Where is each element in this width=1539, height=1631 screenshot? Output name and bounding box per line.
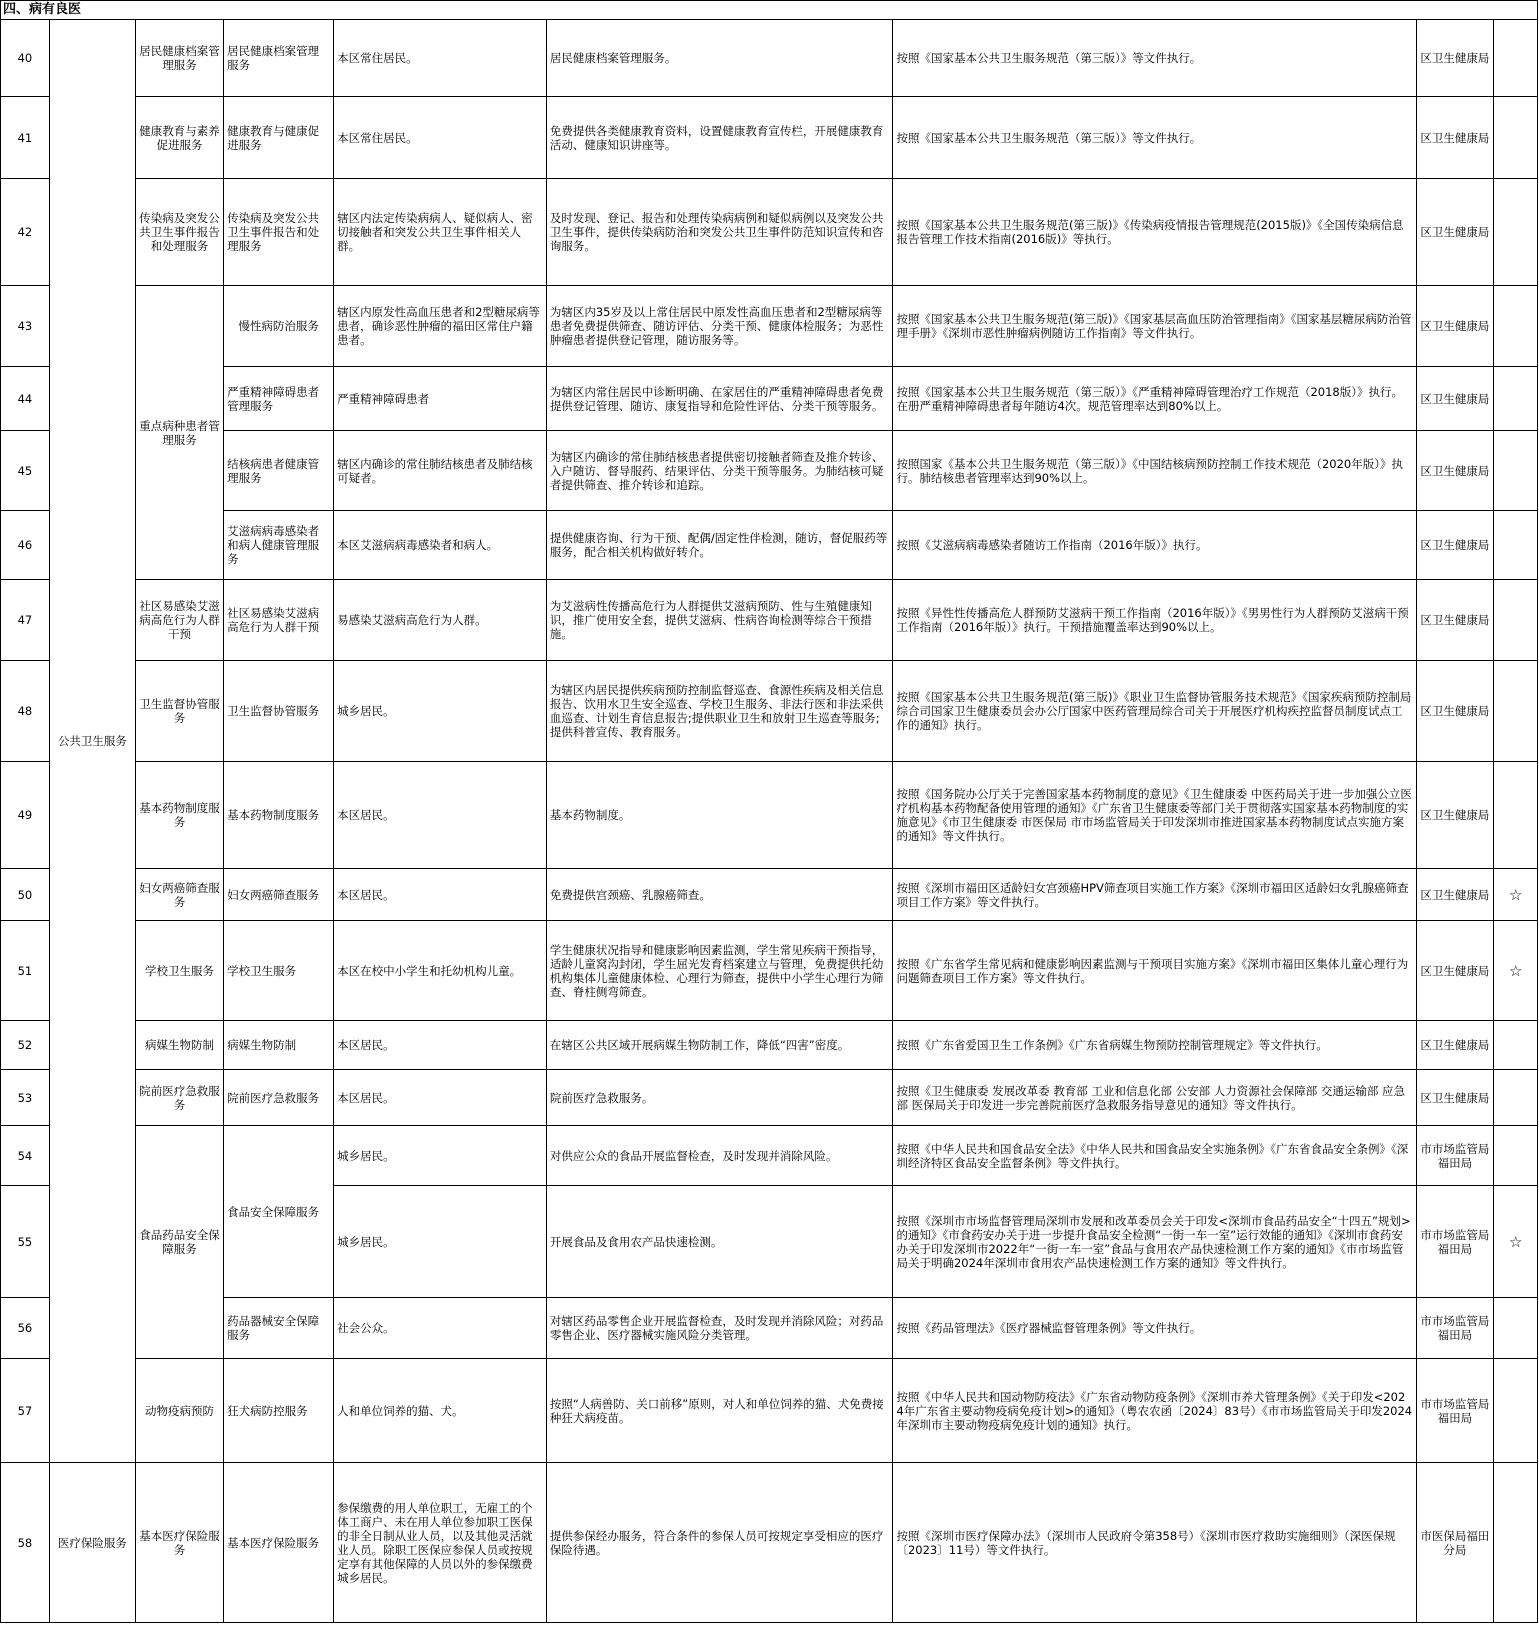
service-item: 食品药品安全保障服务: [135, 1126, 223, 1359]
service-target: 本区居民。: [334, 1021, 547, 1070]
sub-item: 社区易感染艾滋病高危行为人群干预: [224, 580, 334, 661]
star-mark: [1494, 762, 1538, 869]
service-standard: 按照《国家基本公共卫生服务规范(第三版)》《职业卫生监督协管服务技术规范》《国家疾病预防控制局综合司国家卫生健康委员会办公厅国家中医药管理局综合司关于开展医疗机构疾控监督员制度试点工作的通知》执行。: [893, 661, 1416, 762]
row-number: 57: [1, 1359, 50, 1463]
responsible-dept: 区卫生健康局: [1416, 286, 1494, 367]
star-mark: [1494, 511, 1538, 580]
service-target: 辖区内法定传染病病人、疑似病人、密切接触者和突发公共卫生事件相关人群。: [334, 179, 547, 286]
sub-item: 基本药物制度服务: [224, 762, 334, 869]
service-content: 提供参保经办服务，符合条件的参保人员可按规定享受相应的医疗保险待遇。: [546, 1463, 893, 1623]
service-target: 城乡居民。: [334, 1126, 547, 1186]
sub-item: 病媒生物防制: [224, 1021, 334, 1070]
star-mark: [1494, 1021, 1538, 1070]
service-standard: 按照国家《基本公共卫生服务规范（第三版）》《中国结核病预防控制工作技术规范（2020年版）》执行。肺结核患者管理率达到90%以上。: [893, 431, 1416, 511]
sub-item: 艾滋病病毒感染者和病人健康管理服务: [224, 511, 334, 580]
service-standard: 按照《深圳市市场监督管理局深圳市发展和改革委员会关于印发<深圳市食品药品安全“十四五”规划>的通知》《市食药安办关于进一步提升食品安全检测“一街一车一室”运行效能的通知》《深圳市食药安办关于印发深圳市2022年“一街一车一室”食品与食用农产品快速检测工作方案的通知》《市市场监管局关于明确2024年深圳市食用农产品快速检测工作方案的通知》等文件执行。: [893, 1186, 1416, 1298]
star-mark: [1494, 661, 1538, 762]
service-target: 辖区内确诊的常住肺结核患者及肺结核可疑者。: [334, 431, 547, 511]
row-number: 43: [1, 286, 50, 367]
service-target: 城乡居民。: [334, 661, 547, 762]
sub-item: 卫生监督协管服务: [224, 661, 334, 762]
service-content: 及时发现、登记、报告和处理传染病病例和疑似病例以及突发公共卫生事件，提供传染病防治和突发公共卫生事件防范知识宣传和咨询服务。: [546, 179, 893, 286]
table-row: [1, 1021, 1538, 1070]
service-target: 本区居民。: [334, 1070, 547, 1126]
service-standard: 按照《异性性传播高危人群预防艾滋病干预工作指南（2016年版）》《男男性行为人群预防艾滋病干预工作指南（2016年版）》执行。干预措施覆盖率达到90%以上。: [893, 580, 1416, 661]
responsible-dept: 区卫生健康局: [1416, 869, 1494, 921]
star-mark: [1494, 1070, 1538, 1126]
row-number: 40: [1, 20, 50, 97]
sub-item: 居民健康档案管理服务: [224, 20, 334, 97]
table-row: [1, 762, 1538, 869]
service-content: 为辖区内确诊的常住肺结核患者提供密切接触者筛查及推介转诊、入户随访、督导服药、结果评估、分类干预等服务。为肺结核可疑者提供筛查、推介转诊和追踪。: [546, 431, 893, 511]
responsible-dept: 区卫生健康局: [1416, 367, 1494, 431]
table-row: [1, 1070, 1538, 1126]
service-content: 为艾滋病性传播高危行为人群提供艾滋病预防、性与生殖健康知识，推广使用安全套，提供艾滋病、性病咨询检测等综合干预措施。: [546, 580, 893, 661]
table-row: [1, 511, 1538, 580]
category-cell: 医疗保险服务: [49, 1463, 135, 1623]
service-target: 参保缴费的用人单位职工，无雇工的个体工商户、未在用人单位参加职工医保的非全日制从业人员，以及其他灵活就业人员。除职工医保应参保人员或按规定享有其他保障的人员以外的参保缴费城乡居民。: [334, 1463, 547, 1623]
table-row: [1, 97, 1538, 179]
service-item: 病媒生物防制: [135, 1021, 223, 1070]
service-standard: 按照《艾滋病病毒感染者随访工作指南（2016年版）》执行。: [893, 511, 1416, 580]
star-mark: [1494, 1359, 1538, 1463]
service-standard: 按照《国务院办公厅关于完善国家基本药物制度的意见》《卫生健康委 中医药局关于进一步加强公立医疗机构基本药物配备使用管理的通知》《广东省卫生健康委等部门关于贯彻落实国家基本药物制度的实施意见》《市卫生健康委 市医保局 市市场监管局关于印发深圳市推进国家基本药物制度试点实施方案的通知》等文件执行。: [893, 762, 1416, 869]
service-item: 动物疫病预防: [135, 1359, 223, 1463]
star-mark: [1494, 179, 1538, 286]
star-mark: [1494, 1298, 1538, 1359]
service-target: 本区居民。: [334, 869, 547, 921]
sub-item: 狂犬病防控服务: [224, 1359, 334, 1463]
row-number: 52: [1, 1021, 50, 1070]
responsible-dept: 区卫生健康局: [1416, 431, 1494, 511]
responsible-dept: 区卫生健康局: [1416, 661, 1494, 762]
service-target: 本区艾滋病病毒感染者和病人。: [334, 511, 547, 580]
star-mark: [1494, 1126, 1538, 1186]
sub-item: 药品器械安全保障服务: [224, 1298, 334, 1359]
row-number: 45: [1, 431, 50, 511]
sub-item: 院前医疗急救服务: [224, 1070, 334, 1126]
service-standard: 按照《国家基本公共卫生服务规范（第三版）》等文件执行。: [893, 20, 1416, 97]
table-row: [1, 431, 1538, 511]
row-number: 41: [1, 97, 50, 179]
service-standard: 按照《卫生健康委 发展改革委 教育部 工业和信息化部 公安部 人力资源社会保障部 交通运输部 应急部 医保局关于印发进一步完善院前医疗急救服务指导意见的通知》等文件执行。: [893, 1070, 1416, 1126]
table-row: [1, 661, 1538, 762]
row-number: 46: [1, 511, 50, 580]
service-target: 城乡居民。: [334, 1186, 547, 1298]
service-target: 易感染艾滋病高危行为人群。: [334, 580, 547, 661]
sub-item: 学校卫生服务: [224, 921, 334, 1021]
service-item: 传染病及突发公共卫生事件报告和处理服务: [135, 179, 223, 286]
service-standard: 按照《广东省学生常见病和健康影响因素监测与干预项目实施方案》《深圳市福田区集体儿童心理行为问题筛查项目工作方案》等文件执行。: [893, 921, 1416, 1021]
service-target: 本区居民。: [334, 762, 547, 869]
service-content: 院前医疗急救服务。: [546, 1070, 893, 1126]
responsible-dept: 区卫生健康局: [1416, 762, 1494, 869]
service-standard: 按照《药品管理法》《医疗器械监督管理条例》等文件执行。: [893, 1298, 1416, 1359]
star-mark: ☆: [1494, 869, 1538, 921]
responsible-dept: 区卫生健康局: [1416, 921, 1494, 1021]
service-content: 按照“人病兽防、关口前移”原则，对人和单位饲养的猫、犬免费接种狂犬病疫苗。: [546, 1359, 893, 1463]
section-title: 四、病有良医: [0, 0, 1538, 19]
sub-item: 妇女两癌筛查服务: [224, 869, 334, 921]
sub-item: 慢性病防治服务: [224, 286, 334, 367]
star-mark: [1494, 367, 1538, 431]
row-number: 47: [1, 580, 50, 661]
table-row: [1, 286, 1538, 367]
table-row: [1, 1126, 1538, 1186]
service-standard: 按照《广东省爱国卫生工作条例》《广东省病媒生物预防控制管理规定》等文件执行。: [893, 1021, 1416, 1070]
responsible-dept: 区卫生健康局: [1416, 179, 1494, 286]
service-content: 免费提供宫颈癌、乳腺癌筛查。: [546, 869, 893, 921]
sub-item: 结核病患者健康管理服务: [224, 431, 334, 511]
service-target: 严重精神障碍患者: [334, 367, 547, 431]
service-target: 本区在校中小学生和托幼机构儿童。: [334, 921, 547, 1021]
table-row: [1, 20, 1538, 97]
responsible-dept: 区卫生健康局: [1416, 1070, 1494, 1126]
responsible-dept: 区卫生健康局: [1416, 97, 1494, 179]
service-content: 开展食品及食用农产品快速检测。: [546, 1186, 893, 1298]
row-number: 50: [1, 869, 50, 921]
service-standard: 按照《中华人民共和国动物防疫法》《广东省动物防疫条例》《深圳市养犬管理条例》《关于印发<2024年广东省主要动物疫病免疫计划>的通知》（粤农农函〔2024〕83号）《市市场监管局关于印发2024年深圳市主要动物疫病免疫计划的通知》执行。: [893, 1359, 1416, 1463]
table-row: [1, 1359, 1538, 1463]
star-mark: [1494, 20, 1538, 97]
responsible-dept: 区卫生健康局: [1416, 511, 1494, 580]
row-number: 51: [1, 921, 50, 1021]
table-row: [1, 179, 1538, 286]
row-number: 53: [1, 1070, 50, 1126]
service-content: 提供健康咨询、行为干预、配偶/固定性伴检测，随访，督促服药等服务，配合相关机构做好转介。: [546, 511, 893, 580]
star-mark: ☆: [1494, 921, 1538, 1021]
service-content: 学生健康状况指导和健康影响因素监测，学生常见疾病干预指导，适龄儿童窝沟封闭，学生屈光发育档案建立与管理，免费提供托幼机构集体儿童健康体检、心理行为筛查，提供中小学生心理行为筛查、脊柱侧弯筛查。: [546, 921, 893, 1021]
responsible-dept: 市市场监管局福田局: [1416, 1126, 1494, 1186]
service-content: 为辖区内常住居民中诊断明确、在家居住的严重精神障碍患者免费提供登记管理、随访、康复指导和危险性评估、分类干预等服务。: [546, 367, 893, 431]
star-mark: [1494, 286, 1538, 367]
service-item: 社区易感染艾滋病高危行为人群干预: [135, 580, 223, 661]
responsible-dept: 区卫生健康局: [1416, 1021, 1494, 1070]
service-content: 基本药物制度。: [546, 762, 893, 869]
star-mark: ☆: [1494, 1186, 1538, 1298]
row-number: 55: [1, 1186, 50, 1298]
service-standard: 按照《国家基本公共卫生服务规范(第三版)》《国家基层高血压防治管理指南》《国家基层糖尿病防治管理手册》《深圳市恶性肿瘤病例随访工作指南》等文件执行。: [893, 286, 1416, 367]
star-mark: [1494, 580, 1538, 661]
star-mark: [1494, 431, 1538, 511]
row-number: 49: [1, 762, 50, 869]
sub-item: 基本医疗保险服务: [224, 1463, 334, 1623]
service-item: 卫生监督协管服务: [135, 661, 223, 762]
responsible-dept: 市市场监管局福田局: [1416, 1298, 1494, 1359]
sub-item: 严重精神障碍患者管理服务: [224, 367, 334, 431]
table-row: [1, 1298, 1538, 1359]
service-target: 社会公众。: [334, 1298, 547, 1359]
service-content: 居民健康档案管理服务。: [546, 20, 893, 97]
service-target: 本区常住居民。: [334, 20, 547, 97]
service-item: 学校卫生服务: [135, 921, 223, 1021]
service-item: 基本医疗保险服务: [135, 1463, 223, 1623]
star-mark: [1494, 1463, 1538, 1623]
table-row: [1, 869, 1538, 921]
service-content: 免费提供各类健康教育资料，设置健康教育宣传栏，开展健康教育活动、健康知识讲座等。: [546, 97, 893, 179]
responsible-dept: 市市场监管局福田局: [1416, 1359, 1494, 1463]
row-number: 42: [1, 179, 50, 286]
table-row: [1, 1463, 1538, 1623]
service-item: 妇女两癌筛查服务: [135, 869, 223, 921]
responsible-dept: 市市场监管局福田局: [1416, 1186, 1494, 1298]
responsible-dept: 区卫生健康局: [1416, 580, 1494, 661]
service-target: 辖区内原发性高血压患者和2型糖尿病等患者，确诊恶性肿瘤的福田区常住户籍患者。: [334, 286, 547, 367]
service-standard: 按照《国家基本公共卫生服务规范（第三版）》等文件执行。: [893, 97, 1416, 179]
responsible-dept: 区卫生健康局: [1416, 20, 1494, 97]
row-number: 58: [1, 1463, 50, 1623]
service-item: 居民健康档案管理服务: [135, 20, 223, 97]
service-standard: 按照《国家基本公共卫生服务规范（第三版）》《严重精神障碍管理治疗工作规范（2018版）》执行。在册严重精神障碍患者每年随访4次。规范管理率达到80%以上。: [893, 367, 1416, 431]
row-number: 56: [1, 1298, 50, 1359]
service-target: 本区常住居民。: [334, 97, 547, 179]
service-target: 人和单位饲养的猫、犬。: [334, 1359, 547, 1463]
service-content: 对辖区药品零售企业开展监督检查，及时发现并消除风险；对药品零售企业、医疗器械实施风险分类管理。: [546, 1298, 893, 1359]
sub-item: 食品安全保障服务: [224, 1126, 334, 1298]
category-cell: 公共卫生服务: [49, 20, 135, 1463]
service-content: 在辖区公共区域开展病媒生物防制工作，降低“四害”密度。: [546, 1021, 893, 1070]
responsible-dept: 市医保局福田分局: [1416, 1463, 1494, 1623]
row-number: 48: [1, 661, 50, 762]
service-item: 基本药物制度服务: [135, 762, 223, 869]
service-item: 院前医疗急救服务: [135, 1070, 223, 1126]
sub-item: 传染病及突发公共卫生事件报告和处理服务: [224, 179, 334, 286]
service-content: 为辖区内居民提供疾病预防控制监督巡查、食源性疾病及相关信息报告、饮用水卫生安全巡查、学校卫生服务、非法行医和非法采供血巡查、计划生育信息报告;提供职业卫生和放射卫生巡查等服务;提供科普宣传、教育服务。: [546, 661, 893, 762]
services-table: [0, 19, 1538, 1623]
service-item: 重点病种患者管理服务: [135, 286, 223, 580]
row-number: 44: [1, 367, 50, 431]
service-standard: 按照《中华人民共和国食品安全法》《中华人民共和国食品安全实施条例》《广东省食品安全条例》《深圳经济特区食品安全监督条例》等文件执行。: [893, 1126, 1416, 1186]
service-item: 健康教育与素养促进服务: [135, 97, 223, 179]
row-number: 54: [1, 1126, 50, 1186]
table-row: [1, 367, 1538, 431]
star-mark: [1494, 97, 1538, 179]
table-row: [1, 580, 1538, 661]
table-row: [1, 921, 1538, 1021]
service-standard: 按照《深圳市福田区适龄妇女宫颈癌HPV筛查项目实施工作方案》《深圳市福田区适龄妇女乳腺癌筛查项目工作方案》等文件执行。: [893, 869, 1416, 921]
service-content: 为辖区内35岁及以上常住居民中原发性高血压患者和2型糖尿病等患者免费提供筛查、随访评估、分类干预、健康体检服务；为恶性肿瘤患者提供登记管理，随访服务等。: [546, 286, 893, 367]
sub-item: 健康教育与健康促进服务: [224, 97, 334, 179]
service-standard: 按照《深圳市医疗保障办法》（深圳市人民政府令第358号）《深圳市医疗救助实施细则》（深医保规〔2023〕11号）等文件执行。: [893, 1463, 1416, 1623]
service-content: 对供应公众的食品开展监督检查，及时发现并消除风险。: [546, 1126, 893, 1186]
service-standard: 按照《国家基本公共卫生服务规范(第三版)》《传染病疫情报告管理规范(2015版)》《全国传染病信息报告管理工作技术指南(2016版)》等执行。: [893, 179, 1416, 286]
